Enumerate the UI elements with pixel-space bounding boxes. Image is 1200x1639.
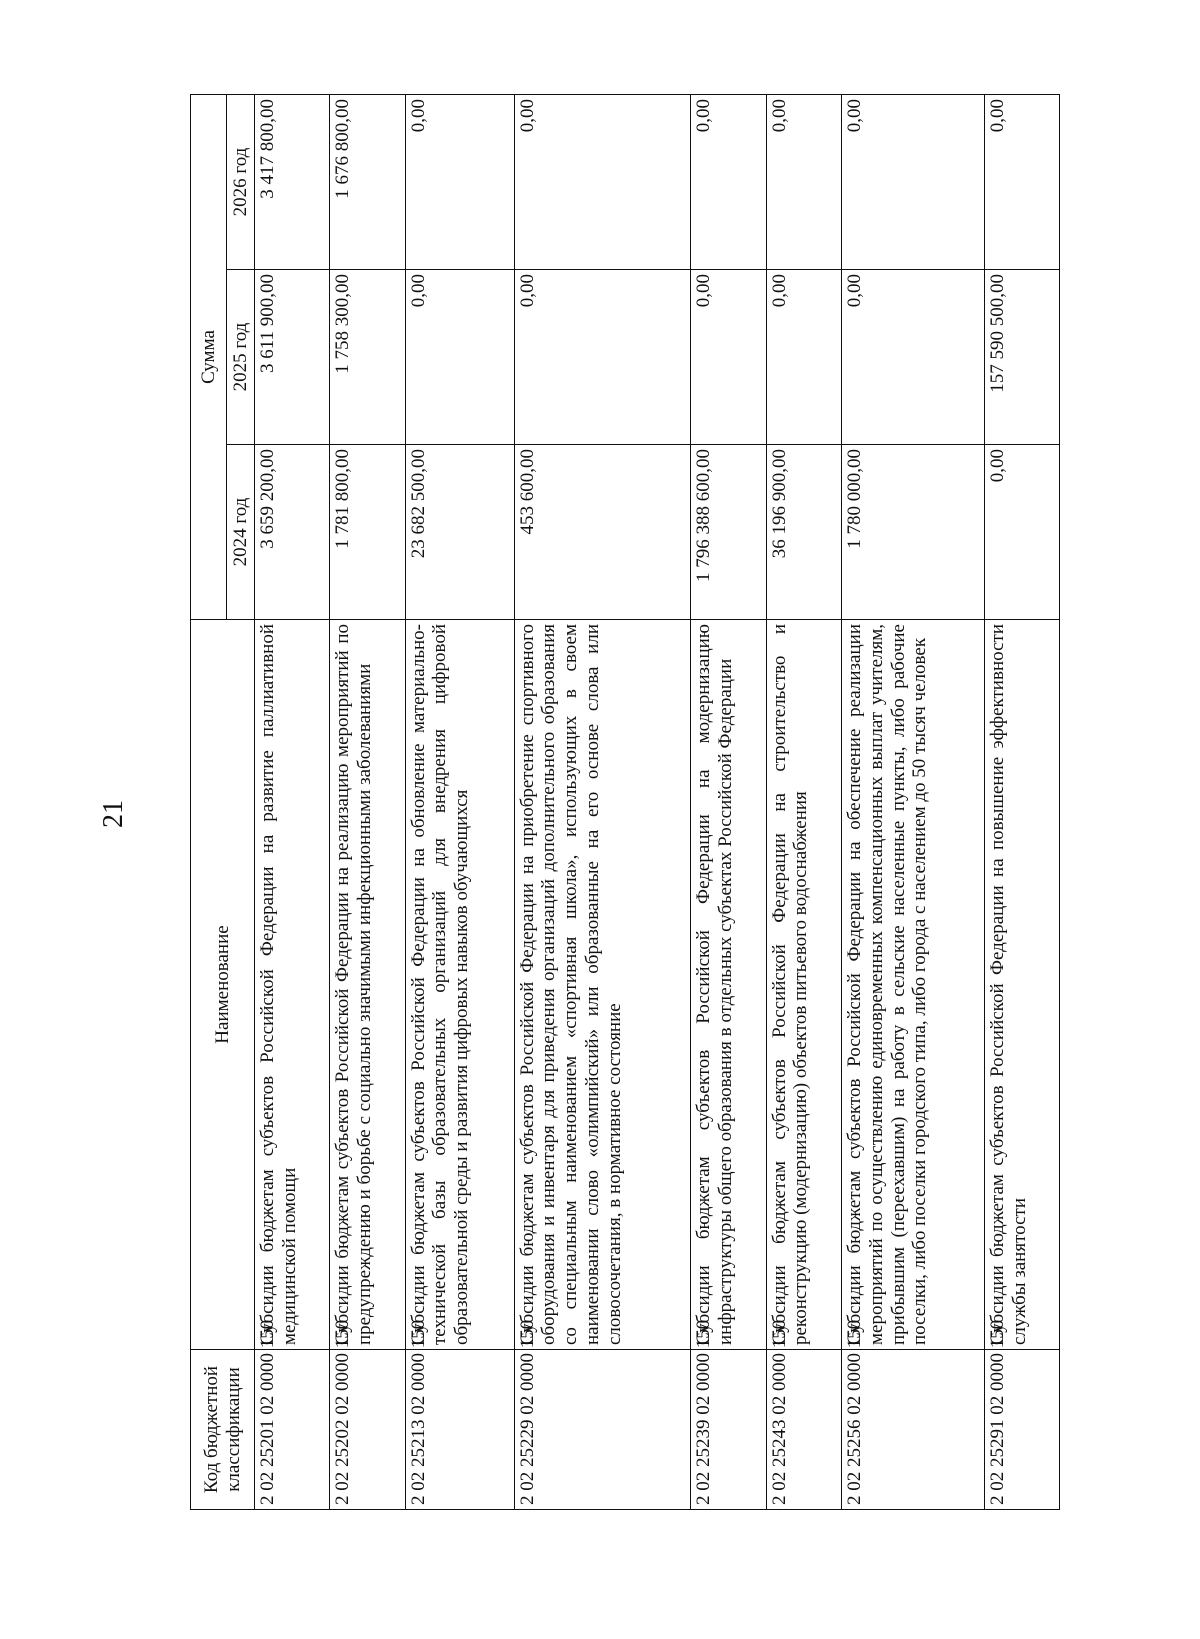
table-row [766, 95, 841, 1510]
row-sum-2026: 3 417 800,00 [255, 95, 330, 270]
row-code: 2 02 25202 02 0000 150 [330, 1350, 405, 1510]
row-sum-2025: 0,00 [405, 270, 514, 445]
row-sum-2026: 0,00 [691, 95, 766, 270]
row-sum-2025: 0,00 [514, 270, 691, 445]
row-sum-2026: 1 676 800,00 [330, 95, 405, 270]
row-sum-2025: 157 590 500,00 [984, 270, 1059, 445]
header-year-2024: 2024 год [227, 445, 255, 620]
table-row [841, 95, 984, 1510]
row-sum-2024: 3 659 200,00 [255, 445, 330, 620]
header-name: Наименование [191, 620, 255, 1350]
row-name: Субсидии бюджетам субъектов Российской Федерации на модернизацию инфраструктуры общего образования в отдельных субъектах Российской Федерации [691, 620, 766, 1350]
header-code: Код бюджетной классификации [191, 1350, 255, 1510]
row-code: 2 02 25213 02 0000 150 [405, 1350, 514, 1510]
budget-table [190, 94, 1060, 1510]
row-name: Субсидии бюджетам субъектов Российской Федерации на развитие паллиативной медицинской помощи [255, 620, 330, 1350]
row-sum-2024: 1 780 000,00 [841, 445, 984, 620]
row-code: 2 02 25201 02 0000 150 [255, 1350, 330, 1510]
page-number: 21 [98, 800, 129, 828]
table-row [405, 95, 514, 1510]
table-row [514, 95, 691, 1510]
row-name: Субсидии бюджетам субъектов Российской Федерации на повышение эффективности службы занятости [984, 620, 1059, 1350]
row-name: Субсидии бюджетам субъектов Российской Федерации на обеспечение реализации мероприятий по осуществлению единовременных компенсационных выплат учителям, прибывшим (переехавшим) на работу в сельские населенные пункты, либо рабочие поселки, либо поселки городского типа, либо города с населением до 50 тысяч человек [841, 620, 984, 1350]
table-row [984, 95, 1059, 1510]
row-sum-2024: 0,00 [984, 445, 1059, 620]
row-sum-2026: 0,00 [405, 95, 514, 270]
row-sum-2026: 0,00 [766, 95, 841, 270]
row-code: 2 02 25291 02 0000 150 [984, 1350, 1059, 1510]
row-code: 2 02 25239 02 0000 150 [691, 1350, 766, 1510]
row-sum-2025: 1 758 300,00 [330, 270, 405, 445]
row-sum-2025: 0,00 [766, 270, 841, 445]
table-row [330, 95, 405, 1510]
row-sum-2024: 23 682 500,00 [405, 445, 514, 620]
row-sum-2024: 453 600,00 [514, 445, 691, 620]
row-sum-2024: 36 196 900,00 [766, 445, 841, 620]
header-year-2026: 2026 год [227, 95, 255, 270]
rotated-table-container [190, 95, 1060, 1510]
row-sum-2024: 1 796 388 600,00 [691, 445, 766, 620]
row-code: 2 02 25243 02 0000 150 [766, 1350, 841, 1510]
row-sum-2024: 1 781 800,00 [330, 445, 405, 620]
header-sum: Сумма [191, 95, 227, 620]
row-sum-2026: 0,00 [841, 95, 984, 270]
table-row [255, 95, 330, 1510]
row-sum-2025: 0,00 [841, 270, 984, 445]
row-name: Субсидии бюджетам субъектов Российской Федерации на обновление материально-технической базы образовательных организаций для внедрения цифровой образовательной среды и развития цифровых навыков обучающихся [405, 620, 514, 1350]
row-sum-2025: 0,00 [691, 270, 766, 445]
row-sum-2026: 0,00 [514, 95, 691, 270]
row-name: Субсидии бюджетам субъектов Российской Федерации на приобретение спортивного оборудования и инвентаря для приведения организаций дополнительного образования со специальным наименованием «спортивная школа», использующих в своем наименовании слово «олимпийский» или образованные на его основе слова или словосочетания, в нормативное состояние [514, 620, 691, 1350]
table-row [691, 95, 766, 1510]
row-sum-2025: 3 611 900,00 [255, 270, 330, 445]
row-name: Субсидии бюджетам субъектов Российской Федерации на строительство и реконструкцию (модернизацию) объектов питьевого водоснабжения [766, 620, 841, 1350]
row-code: 2 02 25229 02 0000 150 [514, 1350, 691, 1510]
header-year-2025: 2025 год [227, 270, 255, 445]
row-name: Субсидии бюджетам субъектов Российской Федерации на реализацию мероприятий по предупреждению и борьбе с социально значимыми инфекционными заболеваниями [330, 620, 405, 1350]
row-code: 2 02 25256 02 0000 150 [841, 1350, 984, 1510]
row-sum-2026: 0,00 [984, 95, 1059, 270]
